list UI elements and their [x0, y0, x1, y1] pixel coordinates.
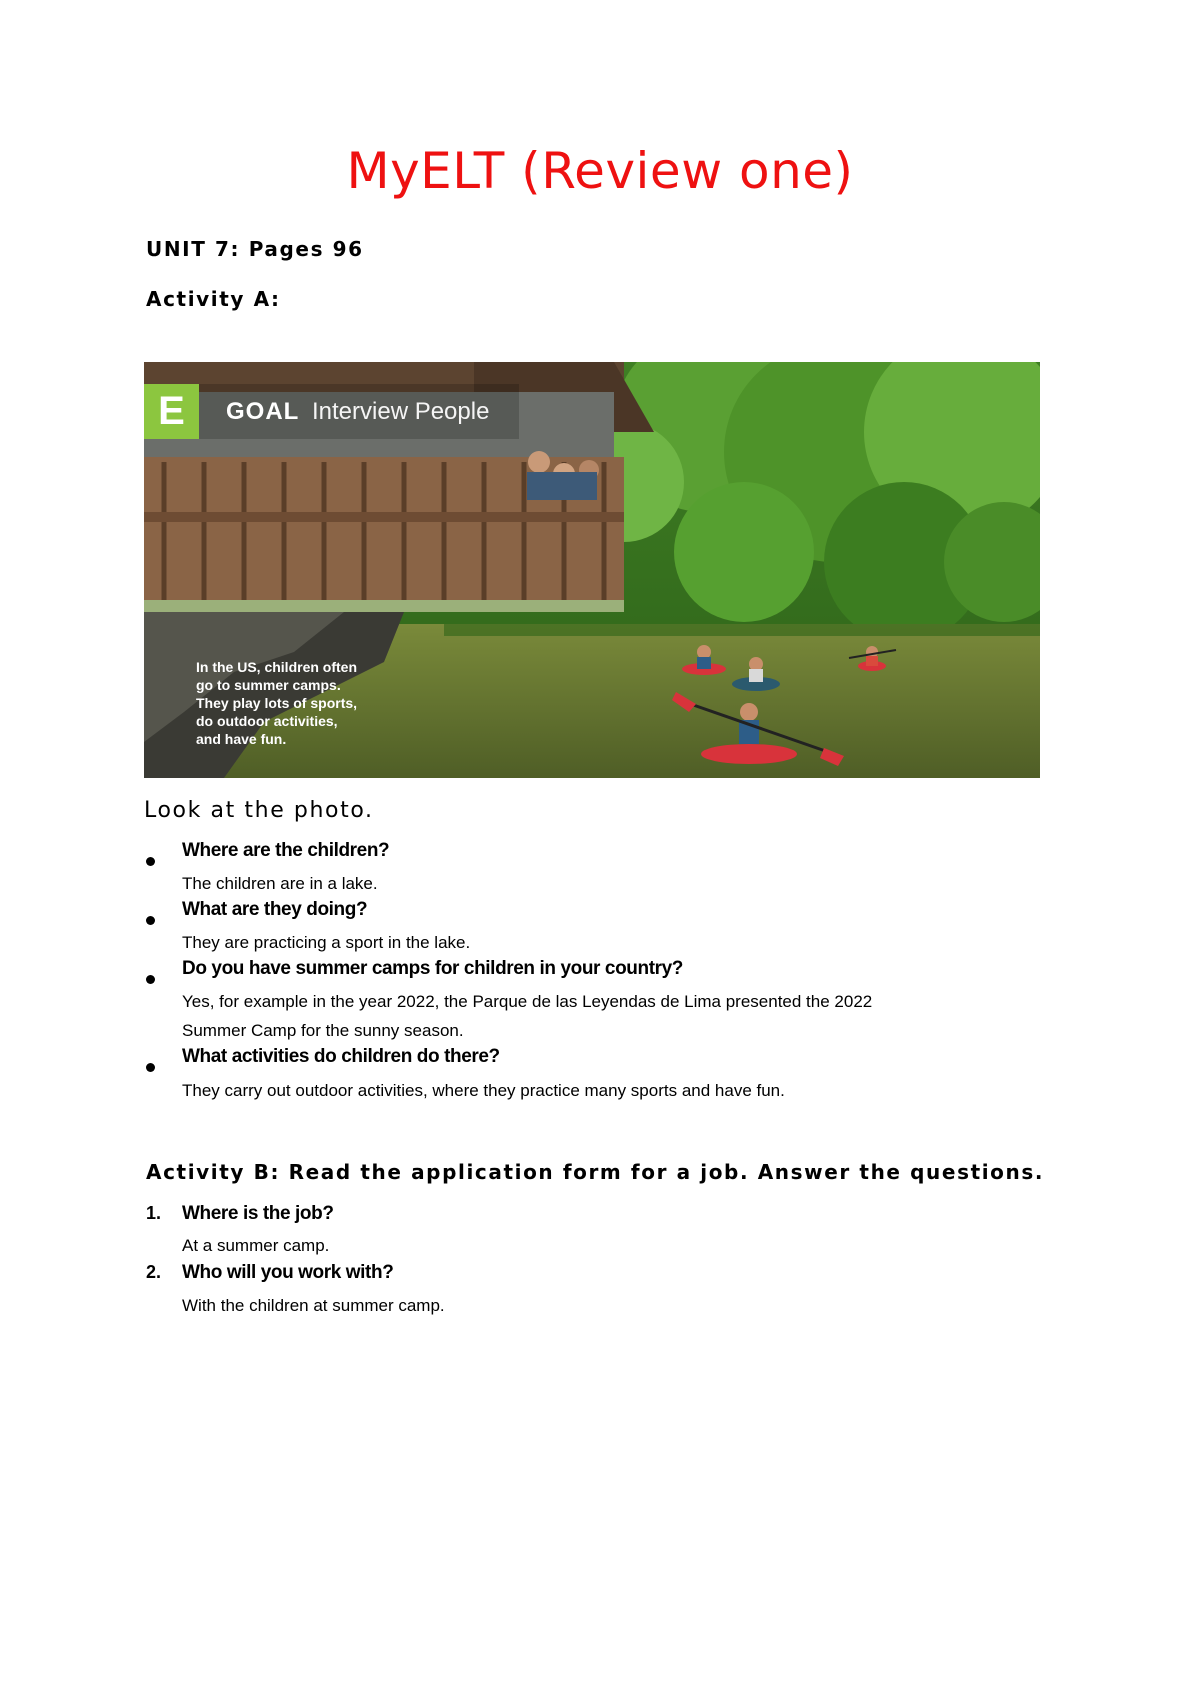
goal-badge: E	[144, 384, 199, 439]
answer-text: Summer Camp for the sunny season.	[182, 1021, 464, 1040]
answer-text: Yes, for example in the year 2022, the Parque de las Leyendas de Lima presented the 2022	[182, 992, 873, 1011]
activity-a-heading: Activity A:	[146, 287, 281, 311]
answer-text: With the children at summer camp.	[182, 1296, 445, 1315]
question-text: Who will you work with?	[182, 1262, 394, 1283]
question-text: What activities do children do there?	[182, 1046, 500, 1067]
caption-line: and have fun.	[196, 731, 287, 747]
bullet-icon	[146, 857, 155, 866]
activity-b-heading: Activity B: Read the application form for a job. Answer the questions.	[146, 1160, 1045, 1184]
caption-line: do outdoor activities,	[196, 713, 338, 729]
answer-text: They are practicing a sport in the lake.	[182, 933, 471, 952]
question-text: Where is the job?	[182, 1203, 334, 1224]
photo-caption	[196, 658, 396, 748]
caption-line: They play lots of sports,	[196, 695, 358, 711]
page-title: MyELT (Review one)	[346, 142, 854, 200]
question-text: What are they doing?	[182, 899, 368, 920]
item-number: 1.	[146, 1203, 162, 1223]
bullet-icon	[146, 916, 155, 925]
item-number: 2.	[146, 1262, 162, 1282]
bullet-icon	[146, 1063, 155, 1072]
caption-line: go to summer camps.	[196, 677, 341, 693]
unit-heading: UNIT 7: Pages 96	[146, 237, 364, 261]
photo-instruction: Look at the photo.	[144, 798, 374, 823]
answer-text: At a summer camp.	[182, 1236, 330, 1255]
camp-photo	[144, 362, 1040, 778]
caption-line: In the US, children often	[196, 659, 358, 675]
answer-text: They carry out outdoor activities, where they practice many sports and have fun.	[182, 1081, 785, 1100]
question-text: Where are the children?	[182, 840, 390, 861]
question-text: Do you have summer camps for children in your country?	[182, 958, 684, 979]
goal-text: Interview People	[312, 398, 490, 425]
bullet-icon	[146, 975, 155, 984]
goal-label: GOAL	[226, 398, 300, 425]
answer-text: The children are in a lake.	[182, 874, 378, 893]
